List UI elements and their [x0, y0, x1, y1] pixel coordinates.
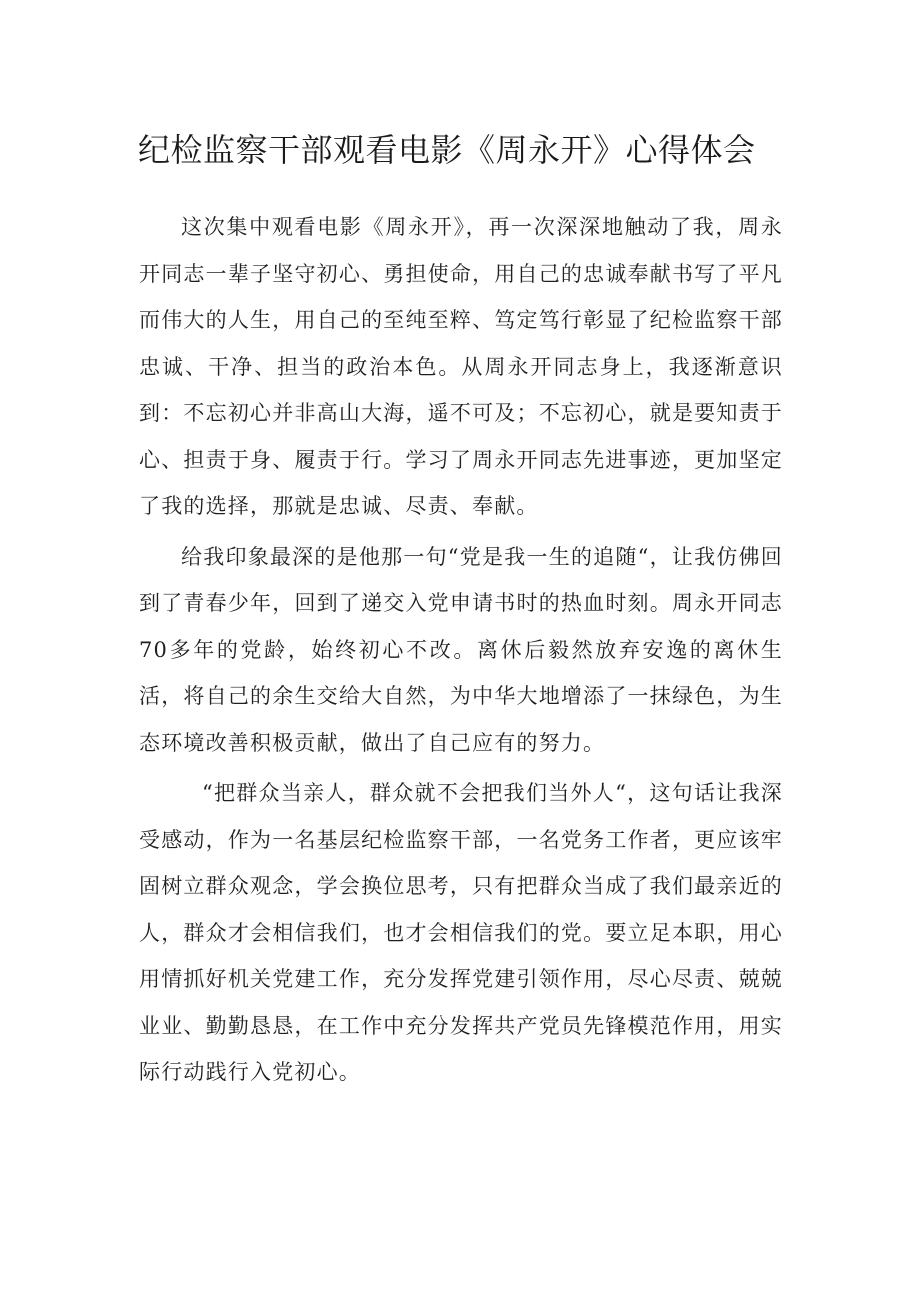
paragraph-3: “把群众当亲人，群众就不会把我们当外人“，这句话让我深受感动，作为一名基层纪检监察干部，一名党务工作者，更应该牢固树立群众观念，学会换位思考，只有把群众当成了我们最亲近的人，群众才会相信我们，也才会相信我们的党。要立足本职，用心用情抓好机关党建工作，充分发挥党建引领作用，尽心尽责、兢兢业业、勤勤恳恳，在工作中充分发挥共产党员先锋模范作用，用实际行动践行入党初心。 [139, 781, 783, 1084]
document-title: 纪检监察干部观看电影《周永开》心得体会 [138, 131, 756, 169]
paragraph-1: 这次集中观看电影《周永开》，再一次深深地触动了我，周永开同志一辈子坚守初心、勇担使命，用自己的忠诚奉献书写了平凡而伟大的人生，用自己的至纯至粹、笃定笃行彰显了纪检监察干部忠诚、干净、担当的政治本色。从周永开同志身上，我逐渐意识到：不忘初心并非高山大海，遥不可及；不忘初心，就是要知责于心、担责于身、履责于行。学习了周永开同志先进事迹，更加坚定了我的选择，那就是忠诚、尽责、奉献。 [139, 215, 783, 518]
paragraph-2: 给我印象最深的是他那一句“党是我一生的追随“，让我仿佛回到了青春少年，回到了递交入党申请书时的热血时刻。周永开同志70多年的党龄，始终初心不改。离休后毅然放弃安逸的离休生活，将自己的余生交给大自然，为中华大地增添了一抹绿色，为生态环境改善积极贡献，做出了自己应有的努力。 [139, 544, 783, 755]
document-body [139, 204, 783, 1100]
